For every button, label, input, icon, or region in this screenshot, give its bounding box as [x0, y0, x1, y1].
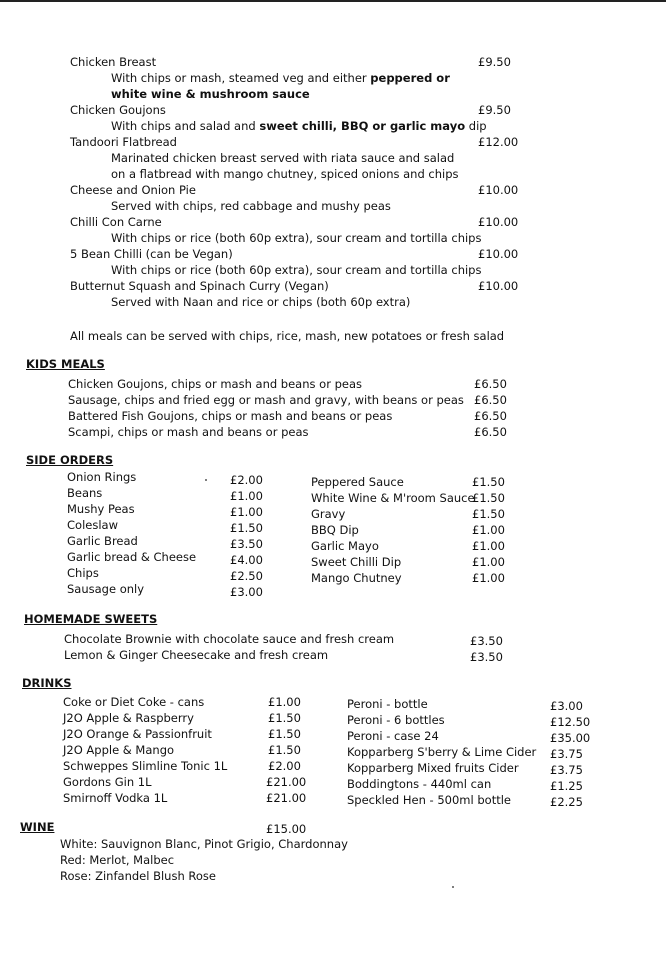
- drink-item-price: £1.00: [268, 695, 301, 709]
- drink-item-name: Speckled Hen - 500ml bottle: [347, 793, 511, 807]
- section-heading: SIDE ORDERS: [26, 453, 114, 467]
- drink-item-name: J2O Orange & Passionfruit: [63, 727, 212, 741]
- menu-item-name: Tandoori Flatbread: [70, 135, 177, 149]
- drink-item-name: Schweppes Slimline Tonic 1L: [63, 759, 228, 773]
- side-item-name: Chips: [67, 566, 99, 580]
- side-item-name: Garlic Bread: [67, 534, 138, 548]
- menu-item-name: Scampi, chips or mash and beans or peas: [68, 425, 309, 439]
- menu-item-price: £10.00: [478, 215, 519, 229]
- menu-item-name: Chocolate Brownie with chocolate sauce and fresh cream: [64, 632, 395, 646]
- menu-item-price: £10.00: [478, 183, 519, 197]
- side-item-name: White Wine & M'room Sauce: [311, 491, 475, 505]
- side-item-name: Coleslaw: [67, 518, 118, 532]
- menu-item-name: Butternut Squash and Spinach Curry (Vegan): [70, 279, 329, 293]
- menu-item-price: £3.50: [470, 650, 503, 664]
- side-item-name: Mushy Peas: [67, 502, 135, 516]
- menu-item-name: Sausage, chips and fried egg or mash and gravy, with beans or peas: [68, 393, 464, 407]
- side-item-price: £2.00: [230, 473, 263, 487]
- side-item-name: Sausage only: [67, 582, 145, 596]
- menu-item-name: 5 Bean Chilli (can be Vegan): [70, 247, 233, 261]
- menu-item-price: £6.50: [474, 409, 507, 423]
- side-item-price: £1.50: [472, 475, 505, 489]
- section-heading: WINE: [20, 820, 55, 834]
- menu-item-description: on a flatbread with mango chutney, spiced onions and chips: [111, 167, 459, 181]
- menu-item-description: [111, 71, 450, 85]
- drink-item-name: Gordons Gin 1L: [63, 775, 152, 789]
- drink-item-price: £3.75: [550, 763, 583, 777]
- drink-item-name: Kopparberg Mixed fruits Cider: [347, 761, 519, 775]
- menu-item-name: Cheese and Onion Pie: [70, 183, 196, 197]
- drink-item-name: Coke or Diet Coke - cans: [63, 695, 205, 709]
- drink-item-price: £3.00: [550, 699, 583, 713]
- side-item-name: Garlic Mayo: [311, 539, 379, 553]
- desc-bold-text: peppered or: [370, 71, 450, 85]
- drink-item-price: £2.00: [268, 759, 301, 773]
- decorative-dot: [205, 479, 207, 481]
- drink-item-name: Peroni - bottle: [347, 697, 428, 711]
- menu-item-name: Lemon & Ginger Cheesecake and fresh cream: [64, 648, 329, 662]
- menu-item-price: £9.50: [478, 55, 511, 69]
- menu-item-description: Served with Naan and rice or chips (both 60p extra): [111, 295, 411, 309]
- decorative-dot: [452, 886, 454, 888]
- side-item-price: £1.00: [472, 523, 505, 537]
- desc-bold-text: sweet chilli, BBQ or garlic mayo: [259, 119, 466, 133]
- menu-item-price: £6.50: [474, 377, 507, 391]
- drink-item-name: Smirnoff Vodka 1L: [63, 791, 168, 805]
- menu-item-description: Marinated chicken breast served with riata sauce and salad: [111, 151, 455, 165]
- drink-item-name: Peroni - 6 bottles: [347, 713, 445, 727]
- side-item-name: Garlic bread & Cheese: [67, 550, 197, 564]
- drink-item-price: £1.25: [550, 779, 583, 793]
- wine-list-line: White: Sauvignon Blanc, Pinot Grigio, Chardonnay: [60, 837, 348, 851]
- side-item-name: Onion Rings: [67, 470, 137, 484]
- menu-item-name: Chicken Breast: [70, 55, 157, 69]
- drink-item-name: Kopparberg S'berry & Lime Cider: [347, 745, 537, 759]
- side-item-price: £1.50: [472, 507, 505, 521]
- menu-item-price: £9.50: [478, 103, 511, 117]
- desc-text: dip: [465, 119, 487, 133]
- menu-item-name: Chicken Goujons: [70, 103, 166, 117]
- drink-item-price: £3.75: [550, 747, 583, 761]
- menu-item-name: Chicken Goujons, chips or mash and beans or peas: [68, 377, 363, 391]
- drink-item-price: £35.00: [550, 731, 591, 745]
- side-item-price: £2.50: [230, 569, 263, 583]
- wine-list-line: Red: Merlot, Malbec: [60, 853, 175, 867]
- menu-item-name: Chilli Con Carne: [70, 215, 162, 229]
- page-top-border: [0, 0, 666, 2]
- menu-item-name: Battered Fish Goujons, chips or mash and beans or peas: [68, 409, 393, 423]
- drink-item-price: £21.00: [266, 775, 307, 789]
- side-item-price: £1.50: [472, 491, 505, 505]
- desc-text: With chips or mash, steamed veg and either: [111, 71, 371, 85]
- drink-item-price: £1.50: [268, 711, 301, 725]
- menu-item-price: £6.50: [474, 425, 507, 439]
- side-item-name: Beans: [67, 486, 103, 500]
- menu-item-price: £6.50: [474, 393, 507, 407]
- desc-text: With chips and salad and: [111, 119, 260, 133]
- drink-item-price: £21.00: [266, 791, 307, 805]
- wine-price: £15.00: [266, 822, 307, 836]
- side-item-name: BBQ Dip: [311, 523, 359, 537]
- drink-item-name: Peroni - case 24: [347, 729, 439, 743]
- menu-item-description: white wine & mushroom sauce: [111, 87, 310, 101]
- section-heading: DRINKS: [22, 676, 72, 690]
- drink-item-name: Boddingtons - 440ml can: [347, 777, 492, 791]
- side-item-price: £1.00: [472, 539, 505, 553]
- menu-item-description: With chips or rice (both 60p extra), sour cream and tortilla chips: [111, 263, 482, 277]
- side-item-price: £4.00: [230, 553, 263, 567]
- wine-list-line: Rose: Zinfandel Blush Rose: [60, 869, 216, 883]
- side-item-name: Mango Chutney: [311, 571, 402, 585]
- side-item-price: £1.00: [472, 555, 505, 569]
- menu-item-description: With chips or rice (both 60p extra), sour cream and tortilla chips: [111, 231, 482, 245]
- side-item-price: £1.50: [230, 521, 263, 535]
- side-item-price: £1.00: [230, 489, 263, 503]
- menu-item-price: £10.00: [478, 279, 519, 293]
- section-heading: HOMEMADE SWEETS: [24, 612, 158, 626]
- drink-item-price: £2.25: [550, 795, 583, 809]
- drink-item-price: £12.50: [550, 715, 591, 729]
- side-item-price: £1.00: [472, 571, 505, 585]
- section-heading: KIDS MEALS: [26, 357, 105, 371]
- drink-item-price: £1.50: [268, 743, 301, 757]
- menu-item-price: £12.00: [478, 135, 519, 149]
- drink-item-price: £1.50: [268, 727, 301, 741]
- side-item-price: £1.00: [230, 505, 263, 519]
- drink-item-name: J2O Apple & Raspberry: [63, 711, 194, 725]
- side-item-name: Gravy: [311, 507, 346, 521]
- side-item-name: Peppered Sauce: [311, 475, 404, 489]
- side-item-price: £3.50: [230, 537, 263, 551]
- menu-item-price: £3.50: [470, 634, 503, 648]
- menu-item-description: Served with chips, red cabbage and mushy peas: [111, 199, 391, 213]
- side-item-name: Sweet Chilli Dip: [311, 555, 402, 569]
- menu-item-price: £10.00: [478, 247, 519, 261]
- drink-item-name: J2O Apple & Mango: [63, 743, 175, 757]
- menu-item-description: [111, 119, 487, 133]
- side-item-price: £3.00: [230, 585, 263, 599]
- meals-note: All meals can be served with chips, rice, mash, new potatoes or fresh salad: [70, 329, 505, 343]
